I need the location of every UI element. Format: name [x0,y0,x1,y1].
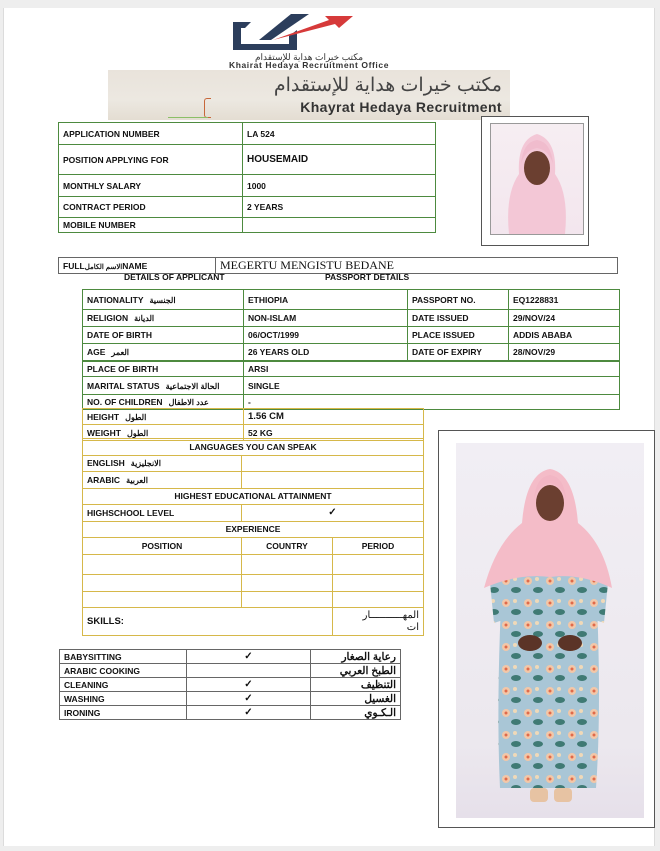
banner-arabic-title: مكتب خيرات هداية للإستقدام [273,75,502,96]
marital-status-value: SINGLE [244,377,620,395]
language-english-en: ENGLISH [87,458,125,469]
passport-photo [481,116,589,246]
language-arabic-ar: العربية [126,475,148,485]
application-table [58,122,436,233]
experience-cell [242,555,333,575]
table-row [60,678,401,692]
height-value: 1.56 CM [244,409,424,425]
age-label-ar: العمر [111,348,129,357]
skill-check-icon: ✓ [187,706,311,720]
position-label: POSITION APPLYING FOR [59,145,243,175]
skill-label-ar: التنظيف [311,678,401,692]
skill-check-icon [187,664,311,678]
table-row [59,218,436,233]
table-row [83,310,620,327]
applicant-passport-table [82,289,620,361]
children-value: - [244,395,620,410]
weight-label-ar: الطول [127,428,149,438]
table-row [83,327,620,344]
table-row [59,145,436,175]
skill-label: WASHING [60,692,187,706]
height-label-en: HEIGHT [87,411,120,422]
experience-cell [83,575,242,592]
experience-col-period: PERIOD [333,538,424,555]
skills-table [59,649,401,720]
table-row [83,290,620,310]
dob-label: DATE OF BIRTH [83,327,244,344]
table-row [60,706,401,720]
weight-label-en: WEIGHT [87,427,121,438]
experience-cell [333,575,424,592]
skill-label: CLEANING [60,678,187,692]
religion-label-ar: الديانة [134,314,155,323]
nationality-label-en: NATIONALITY [87,294,144,305]
table-row [83,555,424,575]
table-row [83,608,424,636]
full-name-label-en: FULL [63,260,85,271]
skills-label: SKILLS: [83,608,333,636]
skill-label-ar: الطبخ العربي [311,664,401,678]
skill-label: ARABIC COOKING [60,664,187,678]
document-page [3,8,655,846]
experience-cell [333,555,424,575]
company-logo-icon [229,10,369,52]
contract-period-label: CONTRACT PERIOD [59,197,243,218]
languages-heading: LANGUAGES YOU CAN SPEAK [83,439,424,456]
dob-value: 06/OCT/1999 [244,327,408,344]
full-name-label-ar: الاسم الكامل [84,263,123,271]
skill-check-icon: ✓ [187,692,311,706]
table-row [59,197,436,218]
skill-label-ar: رعاية الصغار [311,650,401,664]
full-body-photo [438,430,655,828]
language-english-ar: الانجليزية [130,459,161,469]
skill-check-icon: ✓ [187,678,311,692]
experience-col-position: POSITION [83,538,242,555]
table-row [83,439,424,456]
position-value: HOUSEMAID [243,145,436,175]
skills-label-ar [333,608,424,636]
applicant-details-heading: DETAILS OF APPLICANT [124,272,225,282]
age-label [83,344,244,361]
full-name-label-en-2: NAME [122,260,148,271]
application-number-value: LA 524 [243,123,436,145]
language-english-value [242,455,424,472]
language-english-label [83,455,242,472]
children-label-en: NO. OF CHILDREN [87,397,163,407]
experience-cell [242,591,333,608]
table-row [83,575,424,592]
height-weight-table [82,408,424,441]
expiry-label: DATE OF EXPIRY [408,344,509,361]
children-label-ar: عدد الاطفال [168,398,209,407]
place-issued-value: ADDIS ABABA [509,327,620,344]
skill-label: BABYSITTING [60,650,187,664]
place-of-birth-label: PLACE OF BIRTH [83,362,244,377]
nationality-label-ar: الجنسية [149,295,176,305]
date-issued-value: 29/NOV/24 [509,310,620,327]
experience-cell [242,575,333,592]
table-row [83,488,424,505]
full-name-value: MEGERTU MENGISTU BEDANE [216,258,618,274]
mobile-number-value [243,218,436,233]
skill-check-icon: ✓ [187,650,311,664]
table-row [83,455,424,472]
education-level-label: HIGHSCHOOL LEVEL [83,505,242,522]
table-row [59,175,436,197]
salary-label: MONTHLY SALARY [59,175,243,197]
table-row [83,538,424,555]
language-arabic-en: ARABIC [87,474,121,485]
place-of-birth-value: ARSI [244,362,620,377]
passport-number-label: PASSPORT NO. [408,290,509,310]
application-number-label: APPLICATION NUMBER [59,123,243,145]
language-arabic-label [83,472,242,489]
mobile-number-label: MOBILE NUMBER [59,218,243,233]
skills-label-ar-line1: المهـــــــــــار [362,609,419,621]
table-row [83,591,424,608]
height-label [83,409,244,425]
applicant-face-photo [490,123,584,235]
skill-label-ar: الـكـوي [311,706,401,720]
table-row [60,664,401,678]
education-heading: HIGHEST EDUCATIONAL ATTAINMENT [83,488,424,505]
nationality-label [83,290,244,310]
banner-line-decoration [168,117,208,118]
experience-col-country: COUNTRY [242,538,333,555]
logo-english-text: Khairat Hedaya Recruitment Office [228,60,390,70]
experience-cell [83,591,242,608]
date-issued-label: DATE ISSUED [408,310,509,327]
table-row [83,362,620,377]
marital-status-label-en: MARITAL STATUS [87,380,160,391]
passport-details-heading: PASSPORT DETAILS [325,272,410,282]
banner-english-title: Khayrat Hedaya Recruitment [300,99,502,115]
religion-value: NON-ISLAM [244,310,408,327]
salary-value: 1000 [243,175,436,197]
table-row [83,409,424,425]
language-arabic-value [242,472,424,489]
table-row [83,344,620,361]
table-row [83,505,424,522]
company-banner [108,70,510,120]
skill-label: IRONING [60,706,187,720]
experience-cell [83,555,242,575]
applicant-full-photo [456,443,644,818]
passport-number-value: EQ1228831 [509,290,620,310]
weight-value: 52 KG [244,425,424,441]
education-check-icon: ✓ [242,505,424,522]
skills-label-ar-line2: ات [406,621,419,633]
languages-education-experience-table [82,438,424,636]
table-row [60,692,401,706]
expiry-value: 28/NOV/29 [509,344,620,361]
marital-status-label-ar: الحالة الاجتماعية [165,381,220,391]
table-row [59,123,436,145]
age-value: 26 YEARS OLD [244,344,408,361]
religion-label [83,310,244,327]
experience-heading: EXPERIENCE [83,521,424,538]
banner-bracket-decoration [204,98,211,118]
age-label-en: AGE [87,347,106,357]
table-row [83,377,620,395]
marital-status-label [83,377,244,395]
height-label-ar: الطول [125,412,147,422]
personal-details-table [82,361,620,410]
contract-period-value: 2 YEARS [243,197,436,218]
nationality-value: ETHIOPIA [244,290,408,310]
table-row [60,650,401,664]
experience-cell [333,591,424,608]
skill-label-ar: الغسيل [311,692,401,706]
place-issued-label: PLACE ISSUED [408,327,509,344]
table-row [83,472,424,489]
religion-label-en: RELIGION [87,313,129,323]
person-portrait-icon [491,124,583,234]
person-full-body-icon [456,443,644,818]
logo-arabic-text: مكتب خيرات هداية للإستقدام [254,52,364,62]
table-row [83,521,424,538]
